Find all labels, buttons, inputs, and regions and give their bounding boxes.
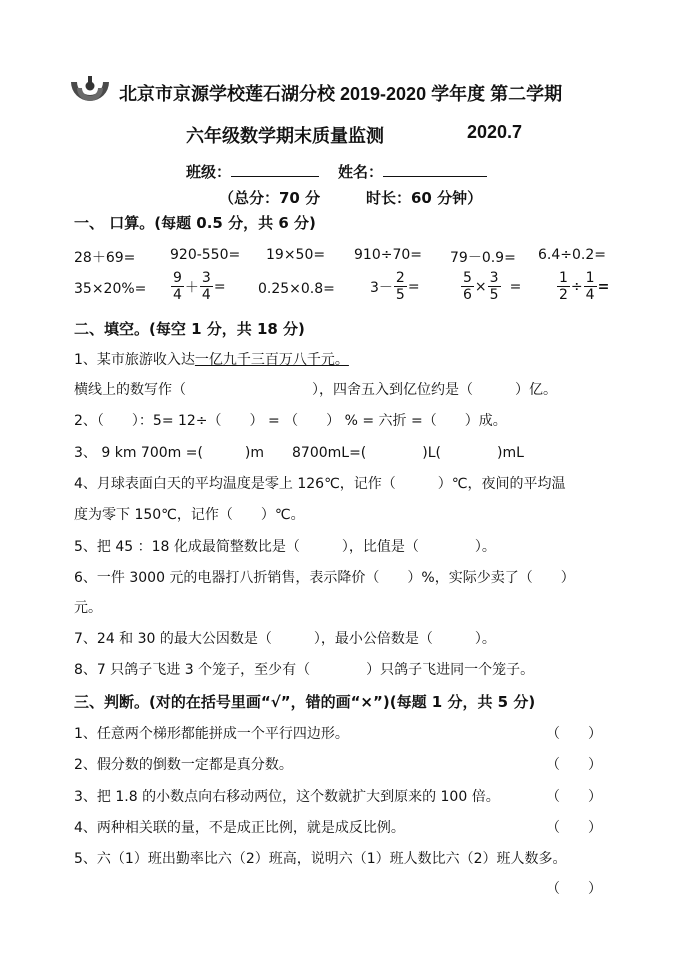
answer-bracket[interactable]: （ ） [546, 726, 602, 742]
calc-item: $\frac{5}{6}$ × $\frac{3}{5}$ = [463, 270, 522, 303]
class-label: 班级： [186, 163, 232, 181]
judge-question: 2、假分数的倒数一定都是真分数。 [74, 757, 293, 773]
fraction: $\frac{9}{4}$ [173, 270, 182, 303]
calc-item: 910÷70= [354, 247, 422, 263]
calc-item: 0.25×0.8= [258, 281, 335, 297]
calc-item: 79－0.9= [450, 250, 516, 266]
section3-title: 三、判断。(对的在括号里画“√”，错的画“×”)(每题 1 分，共 5 分) [74, 693, 536, 711]
calc-item: $\frac{9}{4}$ ＋ $\frac{3}{4}$ = [173, 270, 226, 303]
judge-question: 1、任意两个梯形都能拼成一个平行四边形。 [74, 726, 349, 742]
name-field[interactable] [383, 162, 487, 177]
answer-bracket[interactable]: （ ） [546, 820, 602, 836]
fraction: $\frac{1}{2}$ [559, 270, 568, 303]
question-2-4b: 度为零下 150℃，记作（ ）℃。 [74, 507, 305, 523]
calc-item: 6.4÷0.2= [538, 247, 606, 263]
question-2-2: 2、（ ）：5= 12÷（ ） = （ ） % = 六折 =（ ）成。 [74, 413, 507, 429]
calc-item: 3－ $\frac{2}{5}$ = [370, 270, 420, 303]
answer-bracket[interactable]: （ ） [546, 757, 602, 773]
question-2-3: 3、 9 km 700m =( )m 8700mL=( )L( )mL [74, 445, 524, 461]
calc-item: 35×20%= [74, 281, 147, 297]
fraction: $\frac{3}{4}$ [201, 270, 211, 303]
calc-item: 19×50= [266, 247, 326, 263]
question-2-4a: 4、月球表面白天的平均温度是零上 126℃，记作（ ）℃，夜间的平均温 [74, 476, 566, 492]
question-2-1a: 1、某市旅游收入达一亿九千三百万八千元。 [74, 352, 349, 368]
answer-bracket[interactable]: （ ） [546, 789, 602, 805]
fraction: $\frac{2}{5}$ [395, 270, 405, 303]
calc-item: $\frac{1}{2}$ ÷ $\frac{1}{4}$ = [559, 270, 610, 303]
fraction: $\frac{5}{6}$ [463, 270, 472, 303]
total-score: （总分：70 分 [219, 189, 321, 207]
calc-item: 920-550= [170, 247, 241, 263]
duration: 时长：60 分钟） [366, 189, 483, 207]
judge-question: 3、把 1.8 的小数点向右移动两位，这个数就扩大到原来的 100 倍。 [74, 789, 500, 805]
class-field[interactable] [231, 162, 319, 177]
section2-title: 二、填空。(每空 1 分，共 18 分) [74, 320, 305, 338]
exam-title: 六年级数学期末质量监测 [186, 126, 384, 146]
name-label: 姓名： [338, 163, 384, 181]
question-2-5: 5、把 45 ：18 化成最简整数比是（ ），比值是（ ）。 [74, 539, 496, 555]
question-2-6b: 元。 [74, 600, 102, 616]
calc-item: 28＋69= [74, 250, 136, 266]
answer-bracket[interactable]: （ ） [546, 881, 602, 897]
question-2-1b: 横线上的数写作（ ），四舍五入到亿位约是（ ）亿。 [74, 382, 557, 398]
judge-question: 5、六（1）班出勤率比六（2）班高，说明六（1）班人数比六（2）班人数多。 [74, 851, 567, 867]
section1-title: 一、 口算。(每题 0.5 分，共 6 分) [74, 214, 316, 232]
question-2-6a: 6、一件 3000 元的电器打八折销售，表示降价（ ）%，实际少卖了（ ） [74, 570, 575, 586]
fraction: $\frac{1}{4}$ [585, 270, 595, 303]
school-logo [67, 74, 113, 106]
exam-date: 2020.7 [467, 122, 523, 142]
school-title: 北京市京源学校莲石湖分校 2019-2020 学年度 第二学期 [119, 84, 563, 104]
fraction: $\frac{3}{5}$ [489, 270, 499, 303]
question-2-8: 8、7 只鸽子飞进 3 个笼子，至少有（ ）只鸽子飞进同一个笼子。 [74, 662, 535, 678]
judge-question: 4、两种相关联的量，不是成正比例，就是成反比例。 [74, 820, 405, 836]
question-2-7: 7、24 和 30 的最大公因数是（ ），最小公倍数是（ ）。 [74, 631, 496, 647]
